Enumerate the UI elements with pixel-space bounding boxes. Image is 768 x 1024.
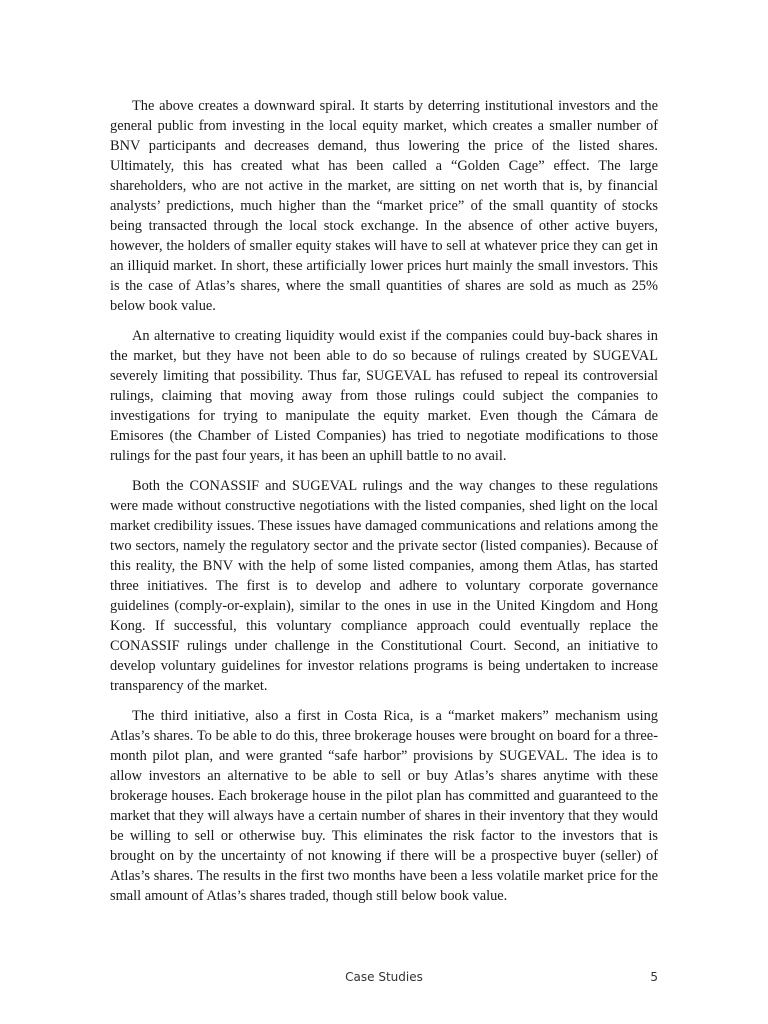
body-text [110,96,658,916]
paragraph-4: The third initiative, also a first in Costa Rica, is a “market makers” mechanism using Atlas’s shares. To be able to do this, three brokerage houses were brought on board for a three-month pilot plan, and were granted “safe harbor” provisions by SUGEVAL. The idea is to allow investors an alternative to be able to sell or buy Atlas’s shares anytime with these brokerage houses. Each brokerage house in the pilot plan has committed and guaranteed to the market that they will always have a certain number of shares in their inventory that they would be willing to sell or otherwise buy. This eliminates the risk factor to the investors that is brought on by the uncertainty of not knowing if there will be a prospective buyer (seller) of Atlas’s shares. The results in the first two months have been a less volatile market price for the small amount of Atlas’s shares traded, though still below book value. [110,708,658,904]
footer-section-label: Case Studies [345,970,423,984]
paragraph-3: Both the CONASSIF and SUGEVAL rulings and the way changes to these regulations were made without constructive negotiations with the listed companies, shed light on the local market credibility issues. These issues have damaged communications and relations among the two sectors, namely the regulatory sector and the private sector (listed companies). Because of this reality, the BNV with the help of some listed companies, among them Atlas, has started three initiatives. The first is to develop and adhere to voluntary corporate governance guidelines (comply-or-explain), similar to the ones in use in the United Kingdom and Hong Kong. If successful, this voluntary compliance approach could eventually replace the CONASSIF rulings under challenge in the Constitutional Court. Second, an initiative to develop voluntary guidelines for investor relations programs is being undertaken to increase transparency of the market. [110,478,658,694]
paragraph-1: The above creates a downward spiral. It starts by deterring institutional investors and the general public from investing in the local equity market, which creates a smaller number of BNV participants and decreases demand, thus lowering the price of the listed shares. Ultimately, this has created what has been called a “Golden Cage” effect. The large shareholders, who are not active in the market, are sitting on net worth that is, by financial analysts’ predictions, much higher than the “market price” of the small quantity of stocks being transacted through the local stock exchange. In the absence of other active buyers, however, the holders of smaller equity stakes will have to sell at whatever price they can get in an illiquid market. In short, these artificially lower prices hurt mainly the small investors. This is the case of Atlas’s shares, where the small quantities of shares are sold as much as 25% below book value. [110,98,658,314]
paragraph-2: An alternative to creating liquidity would exist if the companies could buy-back shares in the market, but they have not been able to do so because of rulings created by SUGEVAL severely limiting that possibility. Thus far, SUGEVAL has refused to repeal its controversial rulings, claiming that moving away from those rulings could subject the companies to investigations for trying to manipulate the equity market. Even though the Cámara de Emisores (the Chamber of Listed Companies) has tried to negotiate modifications to those rulings for the past four years, it has been an uphill battle to no avail. [110,328,658,464]
page-number: 5 [650,970,658,984]
